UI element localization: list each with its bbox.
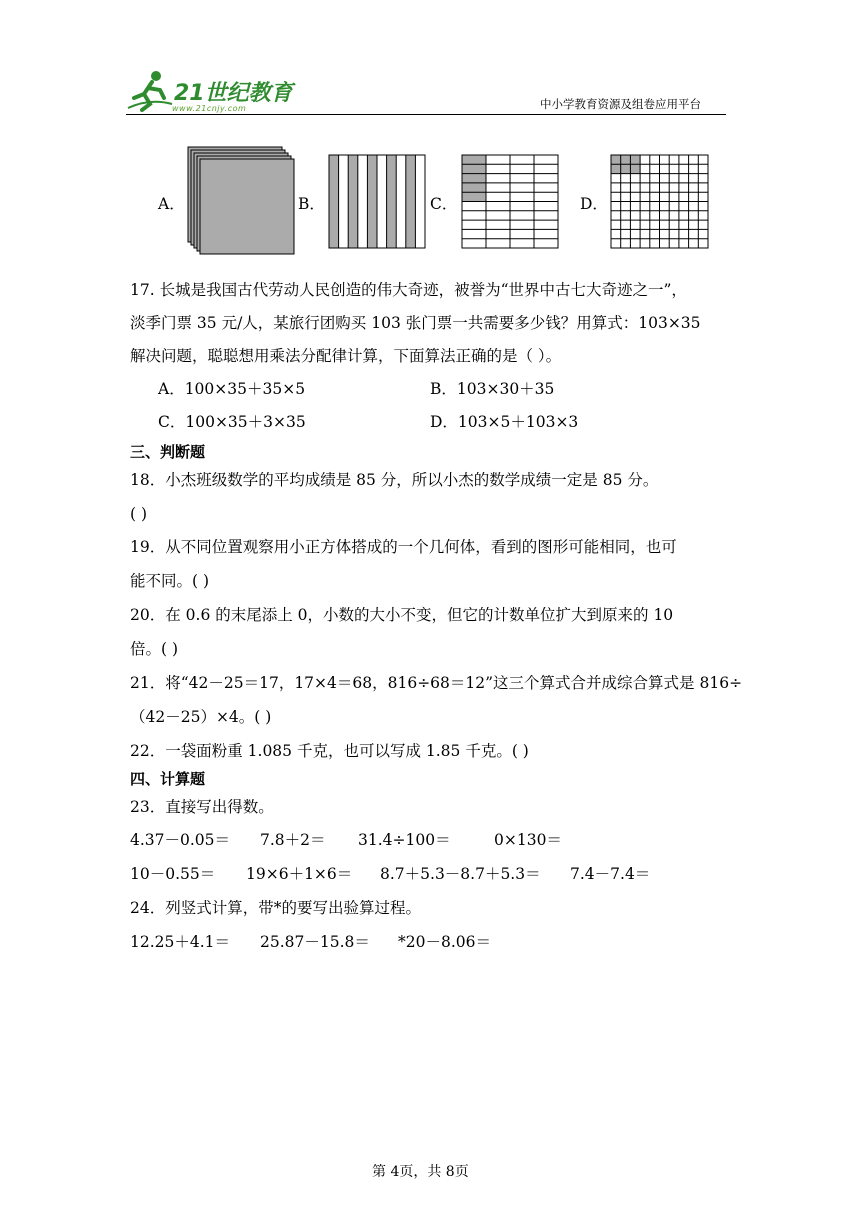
q23-item: 0×130＝ [494, 831, 562, 849]
q23-item: 19×6＋1×6＝ [246, 865, 353, 883]
q23-item: 7.4－7.4＝ [570, 865, 651, 883]
q23-item: 8.7＋5.3－8.7＋5.3＝ [380, 865, 541, 883]
q20-line-2: 倍。( ) [130, 640, 179, 658]
page-footer: 第 4页，共 8页 [372, 1164, 469, 1180]
q24-item: *20－8.06＝ [398, 933, 491, 951]
figure-b-stripes [328, 154, 428, 250]
header-divider [126, 114, 726, 115]
q18-answer-blank: ( ) [130, 505, 148, 523]
q20-line-1: 20．在 0.6 的末尾添上 0，小数的大小不变，但它的计数单位扩大到原来的 10 [130, 606, 674, 624]
q23-item: 4.37－0.05＝ [130, 831, 231, 849]
runner-logo-icon [126, 68, 174, 112]
q24-title: 24．列竖式计算，带*的要写出验算过程。 [130, 899, 421, 917]
q17-line-1: 17. 长城是我国古代劳动人民创造的伟大奇迹，被誉为“世界中古七大奇迹之一”， [130, 281, 687, 299]
figure-a-stacked-squares [186, 146, 298, 258]
figure-c-grid [461, 154, 561, 250]
q23-item: 31.4÷100＝ [358, 831, 451, 849]
logo [126, 68, 296, 114]
q23-title: 23．直接写出得数。 [130, 798, 274, 816]
q24-item: 12.25＋4.1＝ [130, 933, 231, 951]
q23-item: 7.8＋2＝ [260, 831, 326, 849]
q19-line-1: 19．从不同位置观察用小正方体搭成的一个几何体，看到的图形可能相同，也可 [130, 538, 677, 556]
q17-line-3: 解决问题，聪聪想用乘法分配律计算，下面算法正确的是（ ）。 [130, 347, 562, 365]
q19-line-2: 能不同。( ) [130, 572, 210, 590]
platform-name: 中小学教育资源及组卷应用平台 [540, 97, 701, 111]
q21-line-1: 21．将“42－25＝17，17×4＝68，816÷68＝12”这三个算式合并成综合算式是 816÷ [130, 674, 743, 692]
logo-text: 21世纪教育 [174, 81, 293, 106]
q23-item: 10－0.55＝ [130, 865, 216, 883]
q18-line-1: 18．小杰班级数学的平均成绩是 85 分，所以小杰的数学成绩一定是 85 分。 [130, 471, 659, 489]
q17-option-c: C．100×35＋3×35 [158, 413, 306, 431]
option-b-label: B． [298, 195, 325, 213]
option-c-label: C． [430, 195, 458, 213]
section-calculation-heading: 四、计算题 [130, 770, 206, 788]
q22-line-1: 22．一袋面粉重 1.085 千克，也可以写成 1.85 千克。( ) [130, 742, 529, 760]
q24-item: 25.87－15.8＝ [260, 933, 370, 951]
q17-option-a: A．100×35＋35×5 [158, 380, 306, 398]
q17-option-d: D．103×5＋103×3 [430, 413, 579, 431]
q17-option-b: B．103×30＋35 [430, 380, 555, 398]
q21-line-2: （42－25）×4。( ) [130, 708, 272, 726]
option-a-label: A． [158, 195, 185, 213]
figure-d-fine-grid [610, 154, 712, 250]
section-true-false-heading: 三、判断题 [130, 443, 206, 461]
q17-line-2: 淡季门票 35 元/人，某旅行团购买 103 张门票一共需要多少钱？用算式：103×35 [130, 314, 701, 332]
option-d-label: D． [580, 195, 608, 213]
logo-url: www.21cnjy.com [172, 104, 247, 113]
